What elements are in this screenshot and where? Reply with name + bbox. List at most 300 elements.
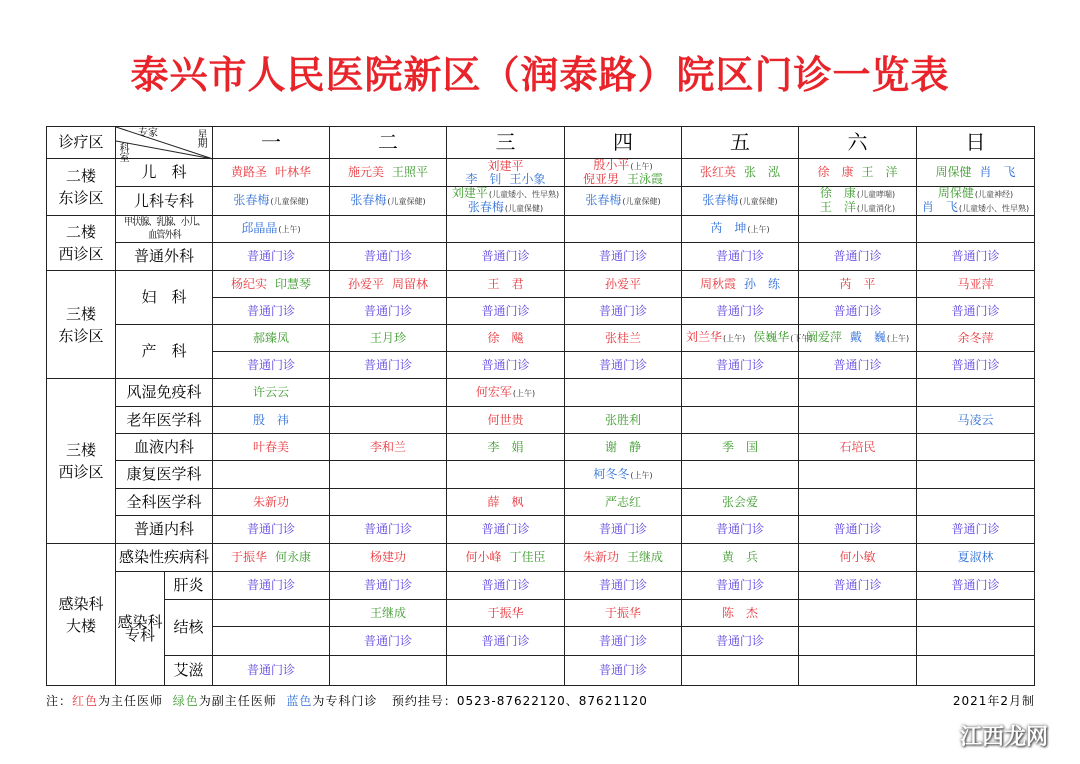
- doctor-name: [817, 165, 853, 179]
- doctor-name-text: 王小象: [509, 171, 546, 186]
- schedule-cell: [799, 298, 917, 325]
- doctor-name-text: 张桂兰: [604, 330, 641, 345]
- schedule-cell: [213, 544, 330, 572]
- cell-line: [447, 579, 564, 592]
- doctor-name-text: 肖 飞: [979, 165, 1016, 179]
- doctor-name: [599, 634, 647, 648]
- schedule-row: [47, 461, 1035, 489]
- doctor-name-text: 陈 杰: [721, 605, 758, 620]
- doctor-name: [716, 522, 764, 536]
- doctor-name: [370, 440, 406, 454]
- schedule-cell: [917, 379, 1035, 407]
- cell-line: [447, 441, 564, 454]
- doctor-name-text: 邱晶晶: [241, 221, 278, 235]
- doctor-name-text: 何小敏: [839, 550, 876, 564]
- doctor-name: [716, 634, 764, 648]
- diagonal-header: [116, 127, 213, 164]
- schedule-cell: [565, 627, 682, 656]
- doctor-name: [253, 413, 289, 427]
- schedule-cell: [917, 159, 1035, 187]
- schedule-cell: [330, 572, 447, 600]
- doctor-name-text: 普通门诊: [598, 663, 647, 677]
- doctor-name: [922, 200, 1029, 214]
- department-cell: [116, 461, 213, 489]
- cell-line: [213, 222, 329, 236]
- schedule-cell: [682, 407, 799, 434]
- schedule-cell: [682, 461, 799, 489]
- cell-line: [213, 166, 329, 179]
- session-note: (儿童矮小、性早熟): [958, 204, 1030, 213]
- cell-line: [565, 359, 681, 372]
- doctor-name: [716, 249, 764, 263]
- doctor-name-text: 普通门诊: [481, 249, 530, 263]
- doctor-name-text: 于振华: [604, 605, 641, 620]
- doctor-name: [364, 522, 412, 536]
- session-note: (上午): [630, 470, 653, 480]
- department-cell: [116, 271, 213, 325]
- zone-cell-label: 二楼 东诊区: [58, 167, 104, 207]
- schedule-cell: [799, 243, 917, 271]
- doctor-name-text: 普通门诊: [951, 303, 1000, 318]
- department-cell: [116, 325, 213, 379]
- schedule-cell: [682, 544, 799, 572]
- department-cell: [116, 516, 213, 544]
- schedule-row: [47, 544, 1035, 572]
- cell-line: [213, 414, 329, 427]
- doctor-name: [247, 358, 295, 372]
- doctor-name-text: 王泳霞: [627, 172, 664, 186]
- doctor-name: [806, 330, 842, 344]
- department-cell: [116, 187, 213, 216]
- doctor-name: [605, 440, 641, 454]
- doctor-name-text: 杨建功: [369, 550, 406, 564]
- cell-line: [213, 278, 329, 291]
- schedule-cell: [799, 325, 917, 352]
- doctor-name-text: 普通门诊: [598, 249, 647, 263]
- doctor-name-text: 肖 飞: [921, 200, 958, 214]
- cell-line: [682, 523, 798, 536]
- schedule-cell: [330, 489, 447, 516]
- cell-line: [565, 194, 681, 208]
- schedule-row: [47, 572, 1035, 600]
- department-cell-label: 普通内科: [133, 520, 194, 538]
- schedule-cell: [447, 271, 565, 298]
- doctor-name-text: 普通门诊: [363, 357, 412, 372]
- cell-line: [565, 278, 681, 291]
- cell-line: [330, 359, 446, 372]
- doctor-name-text: 倪亚男: [582, 172, 619, 186]
- cell-line: [682, 579, 798, 592]
- cell-line: [447, 414, 564, 427]
- schedule-cell: [682, 516, 799, 544]
- cell-line: [447, 278, 564, 291]
- doctor-name: [487, 277, 523, 291]
- doctor-name: [481, 522, 529, 536]
- schedule-cell: [565, 352, 682, 379]
- schedule-cell: [682, 216, 799, 243]
- doctor-name-text: 柯冬冬: [593, 466, 630, 481]
- doctor-name-text: 张胜利: [604, 412, 641, 427]
- cell-line: [565, 496, 681, 509]
- doctor-name-text: 张红英: [699, 165, 736, 179]
- doctor-name-text: 刘建平: [451, 186, 488, 200]
- doctor-name: [233, 193, 308, 207]
- doctor-name: [820, 186, 895, 200]
- cell-line: [565, 332, 681, 345]
- doctor-name-text: 李 娟: [487, 439, 524, 454]
- cell-line: [447, 359, 564, 372]
- schedule-cell: [799, 516, 917, 544]
- booking-phone: 预约挂号：0523-87622120、87621120: [391, 694, 648, 708]
- department-cell: [116, 434, 213, 461]
- schedule-cell: [917, 461, 1035, 489]
- day-header-fri: 五: [682, 127, 799, 159]
- doctor-name: [605, 606, 641, 620]
- cell-line: [682, 607, 798, 620]
- doctor-name-text: 余冬萍: [957, 330, 994, 345]
- doctor-name: [700, 277, 736, 291]
- doctor-name-text: 季 国: [721, 439, 758, 454]
- schedule-cell: [330, 544, 447, 572]
- doctor-name: [392, 277, 428, 291]
- doctor-name-text: 普通门诊: [481, 357, 530, 372]
- session-note: (下午): [790, 334, 813, 343]
- cell-line: [213, 523, 329, 536]
- schedule-cell: [682, 627, 799, 656]
- doctor-name-text: 普通门诊: [246, 663, 295, 677]
- doctor-name-text: 普通门诊: [951, 249, 1000, 263]
- session-note: (上午): [630, 162, 653, 171]
- doctor-name: [465, 550, 501, 564]
- schedule-cell: [682, 325, 813, 352]
- schedule-cell: [565, 243, 682, 271]
- session-note: (上午): [512, 388, 536, 398]
- doctor-name-text: 普通门诊: [481, 522, 530, 536]
- cell-line: [917, 201, 1034, 215]
- cell-line: [917, 359, 1034, 372]
- legend-blue: 蓝色: [286, 694, 313, 708]
- header-row: [47, 127, 1035, 159]
- cell-line: [799, 187, 916, 201]
- schedule-cell: [917, 489, 1035, 516]
- doctor-name-text: 杨纪实: [230, 276, 267, 291]
- schedule-cell: [330, 434, 447, 461]
- cell-line: [213, 359, 329, 372]
- schedule-cell: [799, 216, 917, 243]
- cell-line: [682, 496, 798, 509]
- doctor-name-text: 于振华: [487, 605, 524, 620]
- schedule-cell: [330, 159, 447, 187]
- doctor-name: [599, 522, 647, 536]
- schedule-row: [47, 656, 1035, 686]
- doctor-name: [487, 606, 523, 620]
- department-cell-label: 感染性疾病科: [118, 548, 209, 566]
- cell-line: [682, 250, 798, 263]
- cell-line: [213, 305, 329, 318]
- cell-line: [799, 331, 916, 345]
- legend-red: 红色: [72, 694, 99, 708]
- doctor-name-text: 普通门诊: [833, 357, 882, 372]
- session-note: (儿童保健): [504, 204, 544, 213]
- doctor-name: [487, 495, 523, 509]
- doctor-name: [605, 413, 641, 427]
- doctor-name: [850, 330, 909, 344]
- watermark-logo: 江西龙网: [959, 725, 1048, 750]
- schedule-cell: [799, 271, 917, 298]
- footer-note: [46, 692, 1035, 709]
- doctor-name: [481, 634, 529, 648]
- session-note: (上午): [723, 334, 746, 343]
- schedule-row: [47, 489, 1035, 516]
- doctor-name: [231, 165, 267, 179]
- cell-line: [917, 414, 1034, 427]
- doctor-name-text: 张春梅: [233, 193, 270, 207]
- doctor-name: [605, 277, 641, 291]
- schedule-cell: [330, 187, 447, 216]
- schedule-cell: [330, 461, 447, 489]
- doctor-name: [833, 249, 881, 263]
- cell-line: [213, 194, 329, 208]
- schedule-cell: [213, 271, 330, 298]
- cell-line: [330, 332, 446, 345]
- doctor-name: [862, 165, 898, 179]
- cell-line: [682, 551, 798, 564]
- doctor-name-text: 普通门诊: [246, 578, 295, 592]
- department-cell-label: 全科医学科: [126, 492, 202, 511]
- department-cell-label: 老年医学科: [126, 410, 202, 429]
- doctor-name-text: 普通门诊: [598, 578, 647, 592]
- cell-line: [447, 635, 564, 648]
- schedule-cell: [682, 298, 799, 325]
- schedule-cell: [565, 159, 682, 187]
- schedule-cell: [447, 656, 565, 686]
- cell-line: [917, 278, 1034, 291]
- cell-line: [213, 332, 329, 345]
- doctor-name: [951, 304, 999, 318]
- schedule-cell: [213, 489, 330, 516]
- schedule-cell: [447, 352, 565, 379]
- doctor-name: [231, 550, 267, 564]
- doctor-name-text: 普通门诊: [363, 522, 412, 536]
- legend-red-desc: 为主任医师: [98, 694, 164, 708]
- doctor-name: [392, 165, 428, 179]
- schedule-cell: [213, 187, 330, 216]
- cell-line: [917, 305, 1034, 318]
- zone-cell: [47, 271, 116, 379]
- schedule-cell: [565, 325, 682, 352]
- doctor-name-text: 石培民: [839, 439, 876, 454]
- cell-line: [447, 250, 564, 263]
- cell-line: [330, 250, 446, 263]
- legend-green-desc: 为副主任医师: [198, 694, 277, 708]
- doctor-name: [744, 165, 780, 179]
- cell-line: [565, 523, 681, 536]
- issue-date: 2021年2月制: [952, 694, 1035, 708]
- doctor-name-text: 侯巍华: [753, 330, 790, 344]
- doctor-name: [583, 550, 619, 564]
- schedule-cell: [447, 461, 565, 489]
- schedule-cell: [330, 243, 447, 271]
- session-note: (上午): [747, 225, 770, 234]
- doctor-name: [253, 495, 289, 509]
- schedule-cell: [565, 216, 682, 243]
- department-cell: [116, 544, 213, 572]
- zone-cell-label: 三楼 东诊区: [58, 304, 104, 345]
- cell-line: [213, 664, 329, 677]
- doctor-name: [481, 304, 529, 318]
- schedule-cell: [447, 600, 565, 627]
- zone-cell: [47, 216, 116, 271]
- cell-line: [565, 414, 681, 427]
- doctor-name: [253, 385, 289, 399]
- cell-line: [799, 305, 916, 318]
- zone-header: 诊疗区: [47, 127, 116, 159]
- department-cell: [120, 216, 207, 243]
- doctor-name: [716, 304, 764, 318]
- doctor-name: [957, 413, 993, 427]
- schedule-cell: [330, 325, 447, 352]
- doctor-name: [253, 331, 289, 345]
- schedule-cell: [447, 216, 565, 243]
- sub-department-cell: [165, 600, 213, 656]
- session-note: (上午): [278, 225, 301, 234]
- doctor-name-text: 严志红: [604, 494, 641, 509]
- doctor-name-text: 普通门诊: [715, 578, 764, 592]
- doctor-name: [593, 158, 652, 172]
- doctor-name: [247, 522, 295, 536]
- schedule-cell: [565, 407, 682, 434]
- session-note: (儿童保健): [270, 197, 309, 206]
- doctor-name: [275, 165, 311, 179]
- cell-line: [565, 635, 681, 648]
- schedule-cell: [682, 159, 799, 187]
- cell-line: [213, 250, 329, 263]
- schedule-cell: [447, 159, 565, 187]
- cell-line: [565, 607, 681, 620]
- cell-line: [565, 579, 681, 592]
- doctor-name: [722, 606, 758, 620]
- schedule-cell: [917, 434, 1035, 461]
- cell-line: [330, 166, 446, 179]
- schedule-cell: [213, 516, 330, 544]
- schedule-cell: [213, 600, 330, 627]
- doctor-name: [951, 358, 999, 372]
- doctor-name-text: 黄 兵: [721, 550, 758, 564]
- doctor-name-text: 周保健: [935, 165, 972, 179]
- doctor-name-text: 普通门诊: [951, 357, 1000, 372]
- doctor-name-text: 戴 巍: [849, 330, 886, 344]
- schedule-cell: [682, 379, 799, 407]
- department-cell-label: 甲状腺、乳腺、小儿、血管外科: [123, 217, 205, 241]
- cell-line: [447, 173, 564, 186]
- doctor-name-text: 王继成: [627, 550, 664, 564]
- doctor-name: [820, 200, 895, 214]
- doctor-name-text: 朱新功: [252, 494, 289, 509]
- doctor-name-text: 普通门诊: [951, 578, 1000, 592]
- day-header-wed: 三: [447, 127, 565, 159]
- doctor-name: [275, 550, 311, 564]
- schedule-cell: [447, 379, 565, 407]
- schedule-cell: [213, 434, 330, 461]
- cell-line: [682, 166, 798, 179]
- schedule-cell: [917, 216, 1035, 243]
- schedule-cell: [565, 461, 682, 489]
- doctor-name-text: 普通门诊: [598, 303, 647, 318]
- corner-top-label: 专家: [138, 128, 158, 139]
- doctor-name: [839, 440, 875, 454]
- doctor-name: [833, 304, 881, 318]
- day-header-tue: 二: [330, 127, 447, 159]
- cell-line: [213, 551, 329, 564]
- doctor-name: [487, 440, 523, 454]
- cell-line: [917, 523, 1034, 536]
- sub-department-cell-label: 结核: [173, 618, 204, 636]
- doctor-name-text: 殷 祎: [252, 412, 289, 427]
- doctor-name: [833, 522, 881, 536]
- cell-line: [565, 305, 681, 318]
- day-header-sun: 日: [917, 127, 1035, 159]
- doctor-name: [348, 165, 384, 179]
- schedule-cell: [565, 656, 682, 686]
- cell-line: [799, 166, 916, 179]
- doctor-name-text: 刘建平: [487, 158, 524, 173]
- schedule-row: [47, 187, 1035, 216]
- zone-cell-label: 感染科 大楼: [58, 594, 104, 635]
- doctor-name: [364, 304, 412, 318]
- doctor-name-text: 普通门诊: [715, 522, 764, 536]
- schedule-cell: [447, 627, 565, 656]
- doctor-name: [599, 249, 647, 263]
- cell-line: [917, 187, 1034, 201]
- schedule-cell: [565, 516, 682, 544]
- doctor-name-text: 夏淑林: [957, 550, 994, 564]
- schedule-cell: [565, 544, 682, 572]
- doctor-name-text: 孙 练: [744, 276, 781, 291]
- schedule-cell: [682, 271, 799, 298]
- department-cell-label: 普通外科: [133, 247, 194, 265]
- doctor-name: [476, 385, 535, 399]
- corner-right-label: 星期: [197, 130, 208, 150]
- doctor-name: [247, 249, 295, 263]
- cell-line: [447, 496, 564, 509]
- schedule-row: [47, 325, 1035, 352]
- session-note: (上午): [886, 334, 910, 343]
- doctor-name: [599, 663, 647, 677]
- schedule-cell: [917, 572, 1035, 600]
- department-cell: [116, 159, 213, 187]
- cell-line: [799, 201, 916, 215]
- cell-line: [565, 250, 681, 263]
- schedule-cell: [213, 325, 330, 352]
- doctor-name-text: 何宏军: [475, 384, 512, 399]
- department-cell-label: 血液内科: [133, 437, 194, 456]
- doctor-name: [487, 413, 523, 427]
- doctor-name-text: 普通门诊: [481, 578, 530, 592]
- schedule-cell: [799, 352, 917, 379]
- doctor-name: [957, 277, 993, 291]
- doctor-name-text: 普通门诊: [363, 303, 412, 318]
- doctor-name: [510, 172, 546, 186]
- doctor-name: [951, 249, 999, 263]
- schedule-cell: [799, 489, 917, 516]
- doctor-name: [686, 330, 745, 344]
- doctor-name: [627, 550, 663, 564]
- doctor-name-text: 张春梅: [585, 193, 622, 207]
- schedule-cell: [330, 600, 447, 627]
- doctor-name-text: 张 泓: [744, 165, 781, 179]
- doctor-name-text: 普通门诊: [951, 522, 1000, 536]
- zone-cell-label: 二楼 西诊区: [58, 223, 104, 263]
